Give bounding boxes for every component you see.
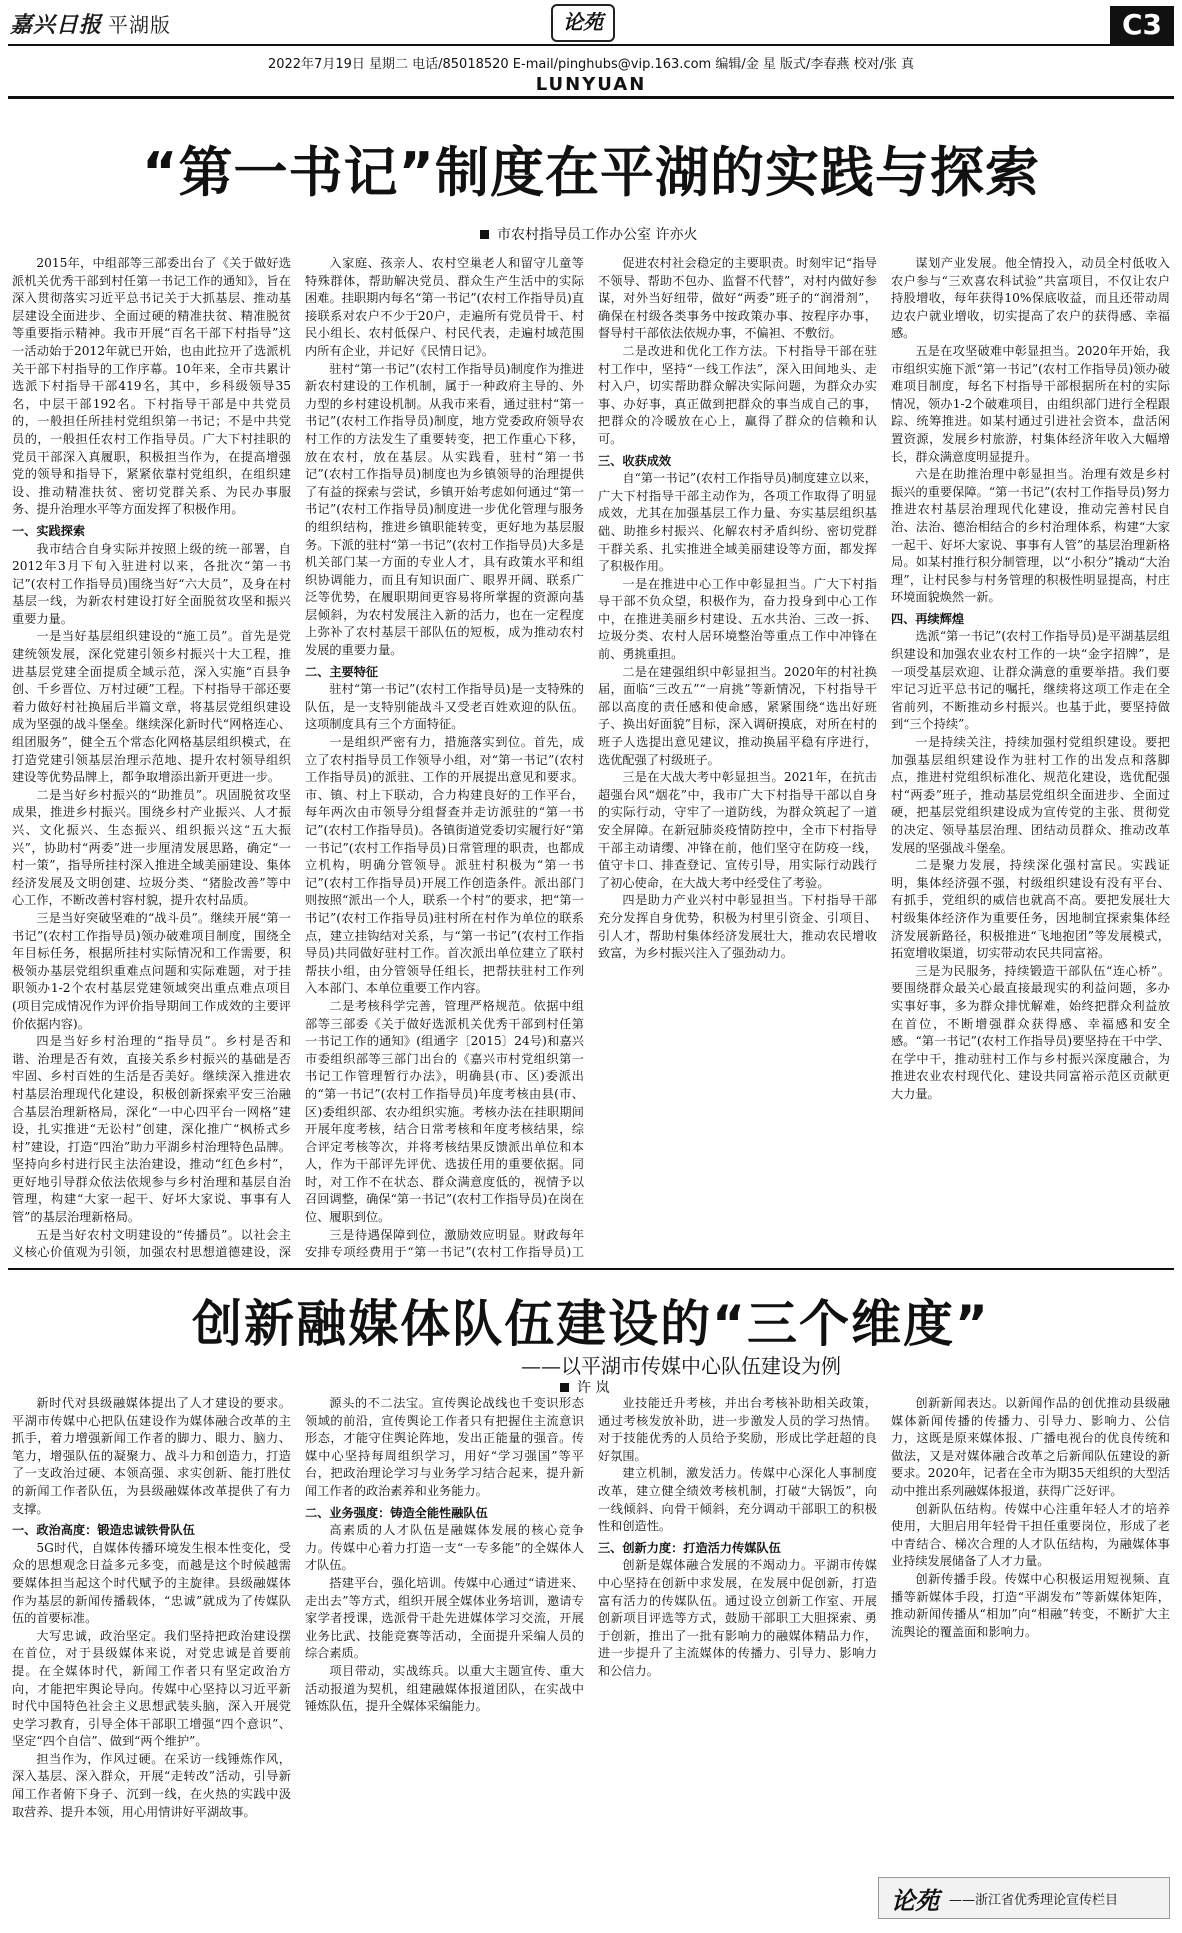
- section-heading: 二、主要特征: [305, 664, 379, 679]
- article1-column: [305, 255, 584, 1260]
- article1-byline: 市农村指导员工作办公室 许亦火: [480, 224, 697, 244]
- body-paragraph: 大写忠诚，政治坚定。我们坚持把政治建设摆在首位，对于县级媒体来说，对党忠诚是首要前提。在全媒体时代，新闻工作者只有坚定政治方向，才能把牢舆论导向。传媒中心坚持以习近平新时代中国特色社会主义思想武装头脑，深入开展党史学习教育，引导全体干部职工增强“四个意识”、坚定“四个自信”、做到“两个维护”。: [12, 1628, 291, 1749]
- brand-name: 嘉兴日报: [10, 12, 103, 38]
- article1-headline: “第一书记”制度在平湖的实践与探索: [142, 141, 1040, 204]
- article1-column: [598, 255, 877, 1260]
- article2-column: [12, 1395, 291, 1915]
- body-paragraph: 项目带动，实战练兵。以重大主题宣传、重大活动报道为契机，组建融媒体报道团队，在实战中锤炼队伍，提升全媒体采编能力。: [305, 1663, 584, 1714]
- body-paragraph: 入家庭、孩亲人、农村空巢老人和留守儿童等特殊群体，帮助解决党员、群众生产生活中的实际困难。挂职期内每名“第一书记”(农村工作指导员)直接联系对农户不少于20户，走遍所有党员骨干、村民小组长、农村低保户、村民代表，走遍村域范围内所有企业，并记好《民情日记》。: [305, 256, 584, 358]
- body-paragraph: 促进农村社会稳定的主要职责。时刻牢记“指导不领导、帮助不包办、监督不代替”，对村内做好参谋，对外当好纽带，做好“两委”班子的“润滑剂”，确保在村级各类事务中按政策办事、按程序办事，督导村干部依法依规办事，不偏袒、不敷衍。: [598, 256, 877, 341]
- column-logo: 论苑: [551, 4, 615, 42]
- section-heading: 四、再续辉煌: [891, 611, 965, 626]
- edition-name: 平湖版: [108, 13, 172, 37]
- body-paragraph: 二是当好乡村振兴的“助推员”。巩固脱贫攻坚成果，推进乡村振兴。围绕乡村产业振兴、人才振兴、文化振兴、生态振兴、组织振兴这“五大振兴”，协助村“两委”进一步厘清发展思路，确定“一村一策”，指导所挂村深入推进全域美丽建设、集体经济发展及文明创建、垃圾分类、“猪脸改善”等中心工作，不断改善村容村貌，提升农村品质。: [12, 787, 291, 908]
- article2-body: [12, 1395, 1170, 1915]
- masthead-rule: [8, 44, 1174, 46]
- article1-body: [12, 255, 1170, 1260]
- article2-column: [598, 1395, 877, 1915]
- body-paragraph: 一是组织严密有力，措施落实到位。首先，成立了农村指导员工作领导小组，对“第一书记”(农村工作指导员)的派驻、工作的开展提出意见和要求。市、镇、村上下联动，合力构建良好的工作平台，每年两次由市领导分组督查并走访派驻的“第一书记”(农村工作指导员)。各镇街道党委切实履行好“第一书记”(农村工作指导员)日常管理的职责，也都成立机构，明确分管领导。派驻村积极为“第一书记”(农村工作指导员)开展工作创造条件。派出部门则按照“派出一个人，联系一个村”的要求，把“第一书记”(农村工作指导员)驻村所在村作为单位的联系点，建立挂钩结对关系，与“第一书记”(农村工作指导员)共同做好驻村工作。首次派出单位建立了联村帮扶小组，由分管领导任组长，把帮扶驻村工作列入本部门、本单位重要工作内容。: [305, 735, 584, 996]
- body-paragraph: 创新队伍结构。传媒中心注重年轻人才的培养使用，大胆启用年轻骨干担任重要岗位，形成了老中青结合、梯次合理的人才队伍结构，为融媒体事业持续发展储备了人才力量。: [891, 1501, 1170, 1569]
- body-paragraph: 建立机制，激发活力。传媒中心深化人事制度改革，建立健全绩效考核机制，打破“大锅饭”，向一线倾斜、向骨干倾斜，充分调动干部职工的积极性和创造性。: [598, 1466, 877, 1534]
- body-paragraph: 一是在推进中心工作中彰显担当。广大下村指导干部不负众望，积极作为，奋力投身到中心工作中，在推进美丽乡村建设、五水共治、三改一拆、垃圾分类、农村人居环境整治等重点工作中冲锋在前、勇挑重担。: [598, 576, 877, 662]
- body-paragraph: 创新是媒体融合发展的不竭动力。平湖市传媒中心坚持在创新中求发展，在发展中促创新，打造富有活力的传媒队伍。通过设立创新工作室、开展创新项目评选等方式，鼓励干部职工大胆探索、勇于创新，推出了一批有影响力的融媒体精品力作，进一步提升了主流媒体的传播力、引导力、影响力和公信力。: [598, 1558, 877, 1678]
- body-paragraph: 五是在攻坚破难中彰显担当。2020年开始，我市组织实施下派“第一书记”(农村工作指导员)领办破难项目制度，每名下村指导干部根据所在村的实际情况，领办1-2个破难项目，由组织部门进行全程跟踪、统筹推进。如某村通过引进社会资本，盘活闲置资源，发展乡村旅游，村集体经济年收入大幅增长，群众满意度明显提升。: [891, 343, 1170, 464]
- body-paragraph: 源头的不二法宝。宣传舆论战线也千变识形态领域的前沿，宣传舆论工作者只有把握住主流意识形态，才能守住舆论阵地，发出正能量的强音。传媒中心坚持每周组织学习，用好“学习强国”等平台，把政治理论学习与业务学习结合起来，提升新闻工作者的政治素养和业务能力。: [305, 1396, 584, 1498]
- section-heading: 三、创新力度：打造活力传媒队伍: [598, 1540, 781, 1555]
- footer-column-logo: 论苑: [891, 1885, 939, 1915]
- body-paragraph: 2015年，中组部等三部委出台了《关于做好选派机关优秀干部到村任第一书记工作的通知》，旨在深入贯彻落实习近平总书记关于大抓基层、推动基层建设全面进步、全面过硬的精准扶贫、精准脱贫等重要指示精神。我市开展“百名干部下村指导”这一活动始于2012年就已开始，也由此拉开了选派机关干部下村指导的工作序幕。10年来，全市共累计选派下村指导干部419名，其中，乡科级领导35名，中层干部192名。下村指导干部是中共党员的，一般担任所挂村党组织第一书记；不是中共党员的，一般担任农村工作指导员。广大下村挂职的党员干部深入真履职，积极担当作为，在提高增强党的领导和指导下，紧紧依靠村党组织，在组织建设、推动精准扶贫、密切党群关系、为民办事服务、提升治理水平等方面发挥了积极作用。: [12, 256, 291, 517]
- body-paragraph: 三是为民服务，持续锻造干部队伍“连心桥”。要围绕群众最关心最直接最现实的利益问题，多办实事好事，多为群众排忧解难，始终把群众利益放在首位，不断增强群众获得感、幸福感和安全感。“第一书记”(农村工作指导员)要坚持在干中学、在学中干，推动驻村工作与乡村振兴深度融合，为推进农业农村现代化、建设共同富裕示范区贡献更大力量。: [891, 963, 1170, 1101]
- article2-column: [305, 1395, 584, 1915]
- article2-subheadline: ——以平湖市传媒中心队伍建设为例: [521, 1354, 841, 1378]
- body-paragraph: 六是在助推治理中彰显担当。治理有效是乡村振兴的重要保障。“第一书记”(农村工作指导员)努力推进农村基层治理现代化建设，推动完善村民自治、法治、德治相结合的乡村治理体系，构建“大家一起干、好坏大家说、事事有人管”的基层治理新格局。如某村推行积分制管理，以“小积分”撬动“大治理”，让村民参与村务管理的积极性明显提高，村庄环境面貌焕然一新。: [891, 467, 1170, 605]
- masthead: [0, 0, 1182, 100]
- body-paragraph: 高素质的人才队伍是融媒体发展的核心竞争力。传媒中心着力打造一支“一专多能”的全媒体人才队伍。: [305, 1523, 584, 1573]
- body-paragraph: 创新新闻表达。以新闻作品的创优推动县级融媒体新闻传播的传播力、引导力、影响力、公信力，这既是原来媒体报、广播电视台的优良传统和做法，又是对媒体融合改革之后新闻队伍建设的新要求。2020年，记者在全市为期35天组织的大型活动中推出系列融媒体报道，获得广泛好评。: [891, 1396, 1170, 1498]
- page-number-badge: C3: [1110, 6, 1174, 44]
- body-paragraph: 二是聚力发展，持续深化强村富民。实践证明，集体经济强不强，村级组织建设有没有平台、有抓手，党组织的威信也就高不高。要把发展壮大村级集体经济作为重要任务，因地制宜探索集体经济发展新路径，积极推进“飞地抱团”等发展模式，拓宽增收渠道，切实带动农民共同富裕。: [891, 858, 1170, 961]
- article2-headline: 创新融媒体队伍建设的“三个维度”: [192, 1295, 990, 1353]
- section-heading: 二、业务强度：铸造全能性融队伍: [305, 1505, 488, 1520]
- body-paragraph: 五是当好农村文明建设的“传播员”。以社会主义核心价值观为引领，加强农村思想道德建设，深: [12, 1227, 291, 1260]
- body-paragraph: 5G时代，自媒体传播环境发生根本性变化，受众的思想观念日益多元多变，而越是这个时候越需要媒体担当起这个时代赋予的主旋律。县级融媒体作为基层的新闻传播载体，“忠诚”就成为了传媒队伍的首要标准。: [12, 1540, 291, 1626]
- body-paragraph: 担当作为，作风过硬。在采访一线锤炼作风，深入基层、深入群众，开展“走转改”活动，引导新闻工作者俯下身子、沉到一线，在火热的实践中汲取营养、提升本领，用心用情讲好平湖故事。: [12, 1751, 291, 1819]
- body-paragraph: 四是当好乡村治理的“指导员”。乡村是否和谐、治理是否有效，直接关系乡村振兴的基础是否牢固、乡村百姓的生活是否美好。继续深入推进农村基层治理现代化建设，积极创新探索平安三治融合基层治理新格局，深化“一中心四平台一网格”建设，扎实推进“无讼村”创建，深化推广“枫桥式乡村”建设，打造“四治”助力平湖乡村治理特色品牌。坚持向乡村进行民主法治建设，推动“红色乡村”，更好地引导群众依法依规参与乡村治理和基层自治管理，构建“大家一起干、好坏大家说、事事有人管”的基层治理新格局。: [12, 1034, 291, 1225]
- column-name-english: LUNYUAN: [535, 74, 647, 95]
- article2-column: [891, 1395, 1170, 1915]
- body-paragraph: 自“第一书记”(农村工作指导员)制度建立以来，广大下村指导干部主动作为，各项工作取得了明显成效，尤其在加强基层工作力量、夯实基层组织基础、助推乡村振兴、化解农村矛盾纠纷、密切党群干群关系、扎实推进全域美丽建设等方面，都发挥了积极作用。: [598, 471, 877, 574]
- body-paragraph: 驻村“第一书记”(农村工作指导员)是一支特殊的队伍，是一支特别能战斗又受老百姓欢迎的队伍。这项制度具有三个方面特征。: [305, 682, 584, 732]
- section-heading: 三、收获成效: [598, 453, 672, 468]
- body-paragraph: 三是当好突破坚难的“战斗员”。继续开展“第一书记”(农村工作指导员)领办破难项目制度，围绕全年目标任务，根据所挂村实际情况和工作需要，积极领办基层党组织重难点问题和实际难题，对于挂职领办1-2个农村基层党建领域突出重点难点项目(项目完成情况作为评价指导期间工作成效的主要评价依据内容)。: [12, 910, 291, 1031]
- column-honor-badge: [878, 1877, 1170, 1919]
- body-paragraph: 四是助力产业兴村中彰显担当。下村指导干部充分发挥自身优势，积极为村里引资金、引项目、引人才，帮助村集体经济发展壮大，推动农民增收致富，为乡村振兴注入了强劲动力。: [598, 893, 877, 961]
- body-paragraph: 选派“第一书记”(农村工作指导员)是平湖基层组织建设和加强农业农村工作的一块“金字招牌”，是一项受基层欢迎、让群众满意的重要举措。我们要牢记习近平总书记的嘱托，继续将这项工作走在全省前列，不断推动乡村振兴。也基于此，要坚持做到“三个持续”。: [891, 629, 1170, 732]
- body-paragraph: 二是在建强组织中彰显担当。2020年的村社换届，面临“三改五”“一肩挑”等新情况，下村指导干部以高度的责任感和使命感，紧紧围绕“选出好班子、换出好面貌”目标，深入调研摸底，对所在村的班子人选提出意见建议，推动换届平稳有序进行，选优配强了村级班子。: [598, 664, 877, 767]
- section-heading: 一、实践探索: [12, 523, 86, 538]
- body-paragraph: 二是考核科学完善，管理严格规范。依据中组部等三部委《关于做好选派机关优秀干部到村任第一书记工作的通知》(组通字〔2015〕24号)和嘉兴市委组织部等三部门出台的《嘉兴市村党组织第一书记工作管理暂行办法》，明确县(市、区)委派出的“第一书记”(农村工作指导员)年度考核由县(市、区)委组织部、农办组织实施。考核办法在挂职期间开展年度考核，结合日常考核和年度考核结果，综合评定考核等次，并将考核结果反馈派出单位和本人，作为干部评先评优、选拔任用的重要依据。同时，对工作不在状态、群众满意度低的，视情予以召回调整，确保“第一书记”(农村工作指导员)在岗在位、履职到位。: [305, 998, 584, 1225]
- body-paragraph: 三是待遇保障到位，激励效应明显。财政每年安排专项经费用于“第一书记”(农村工作指导员)工: [305, 1227, 584, 1260]
- article2-byline: 许 岚: [560, 1377, 609, 1397]
- body-paragraph: 新时代对县级融媒体提出了人才建设的要求。平湖市传媒中心把队伍建设作为媒体融合改革的主抓手，着力增强新闻工作者的脚力、眼力、脑力、笔力，增强队伍的凝聚力、战斗力和创造力，打造了一支政治过硬、本领高强、求实创新、能打胜仗的新闻工作者队伍，为县级融媒体改革提供了有力支撑。: [12, 1396, 291, 1516]
- body-paragraph: 一是当好基层组织建设的“施工员”。首先是党建统领发展，深化党建引领乡村振兴十大工程，推进基层党建全面提质全域示范，深入实施“百县争创、千乡晋位、万村过硬”工程。下村指导干部还要着力做好村社换届后半篇文章，将基层党组织建设成为坚强的战斗堡垒。继续深化新时代“网格连心、组团服务”，健全五个常态化网格基层组织模式，在打造党建引领基层治理示范地、提升农村领导组织建设等优势品牌上，都争取增添出新开更进一步。: [12, 629, 291, 785]
- body-paragraph: 谋划产业发展。他全情投入，动员全村低收入农户参与“三欢喜农科试验”共富项目，不仅让农户持股增收，每年获得10%保底收益，而且还带动周边农户就业增收，切实提高了农户的获得感、幸福感。: [891, 256, 1170, 341]
- body-paragraph: 二是改进和优化工作方法。下村指导干部在驻村工作中，坚持“一线工作法”，深入田间地头、走村入户，切实帮助群众解决实际问题，为群众办实事、办好事，真正做到把群众的事当成自己的事，把群众的冷暖放在心上，赢得了群众的信赖和认可。: [598, 343, 877, 446]
- body-paragraph: 搭建平台，强化培训。传媒中心通过“请进来、走出去”等方式，组织开展全媒体业务培训，邀请专家学者授课，选派骨干赴先进媒体学习交流，开展业务比武、技能竞赛等活动，全面提升采编人员的综合素质。: [305, 1575, 584, 1661]
- article-divider: [8, 1268, 1174, 1270]
- newspaper-brand: [10, 8, 171, 39]
- issue-info-line: 2022年7月19日 星期二 电话/85018520 E-mail/pinghubs@vip.163.com 编辑/金 星 版式/李春燕 校对/张 真: [267, 57, 915, 72]
- body-paragraph: 业技能迁升考核，并出台考核补助相关政策，通过考核发放补助，进一步激发人员的学习热情。对于技能优秀的人员给予奖励，形成比学赶超的良好氛围。: [598, 1396, 877, 1463]
- body-paragraph: 我市结合自身实际并按照上级的统一部署，自2012年3月下旬入驻进村以来，各批次“第一书记”(农村工作指导员)围绕当好“六大员”，及身在村基层一线，为新农村建设打好全面脱贫攻坚和振兴重要力量。: [12, 541, 291, 626]
- body-paragraph: 三是在大战大考中彰显担当。2021年，在抗击超强台风“烟花”中，我市广大下村指导干部以自身的实际行动，守牢了一道防线，为群众筑起了一道安全屏障。在新冠肺炎疫情防控中，全市下村指导干部主动请缨、冲锋在前，他们坚守在防疫一线，值守卡口、排查登记、宣传引导，用实际行动践行了初心使命，在大战大考中经受住了考验。: [598, 770, 877, 890]
- body-paragraph: 驻村“第一书记”(农村工作指导员)制度作为推进新农村建设的工作机制，属于一种政府主导的、外力型的乡村建设机制。从我市来看，通过驻村“第一书记”(农村工作指导员)制度，地方党委政府领导农村工作的方法发生了重要转变，把工作重心下移，放在农村，放在基层。从实践看，驻村“第一书记”(农村工作指导员)制度也为乡镇领导的治理提供了有益的探索与尝试，乡镇开始考虑如何通过“第一书记”(农村工作指导员)制度进一步优化管理与服务的组织结构，推进乡镇职能转变，更好地为基层服务。下派的驻村“第一书记”(农村工作指导员)大多是机关部门某一方面的专业人才，具有政策水平和组织协调能力，而且有知识面广、眼界开阔、联系广泛等优势，在履职期间更容易将所掌握的资源向基层倾斜，为农村发展注入新的活力，也在一定程度上弥补了农村基层干部队伍的短板，成为推动农村发展的重要力量。: [305, 361, 584, 658]
- body-paragraph: 一是持续关注，持续加强村党组织建设。要把加强基层组织建设作为驻村工作的出发点和落脚点，推进村党组织标准化、规范化建设，选优配强村“两委”班子，推动基层党组织全面进步、全面过硬，把基层党组织建设成为宣传党的主张、贯彻党的决定、领导基层治理、团结动员群众、推动改革发展的坚强战斗堡垒。: [891, 735, 1170, 855]
- body-paragraph: 创新传播手段。传媒中心积极运用短视频、直播等新媒体手段，打造“平湖发布”等新媒体矩阵，推动新闻传播从“相加”向“相融”转变，不断扩大主流舆论的覆盖面和影响力。: [891, 1571, 1170, 1639]
- masthead-rule-thick: [8, 96, 1174, 99]
- article1-column: [891, 255, 1170, 1260]
- footer-honor-text: ——浙江省优秀理论宣传栏目: [949, 1892, 1119, 1908]
- section-heading: 一、政治高度：锻造忠诚铁骨队伍: [12, 1523, 195, 1538]
- article1-column: [12, 255, 291, 1260]
